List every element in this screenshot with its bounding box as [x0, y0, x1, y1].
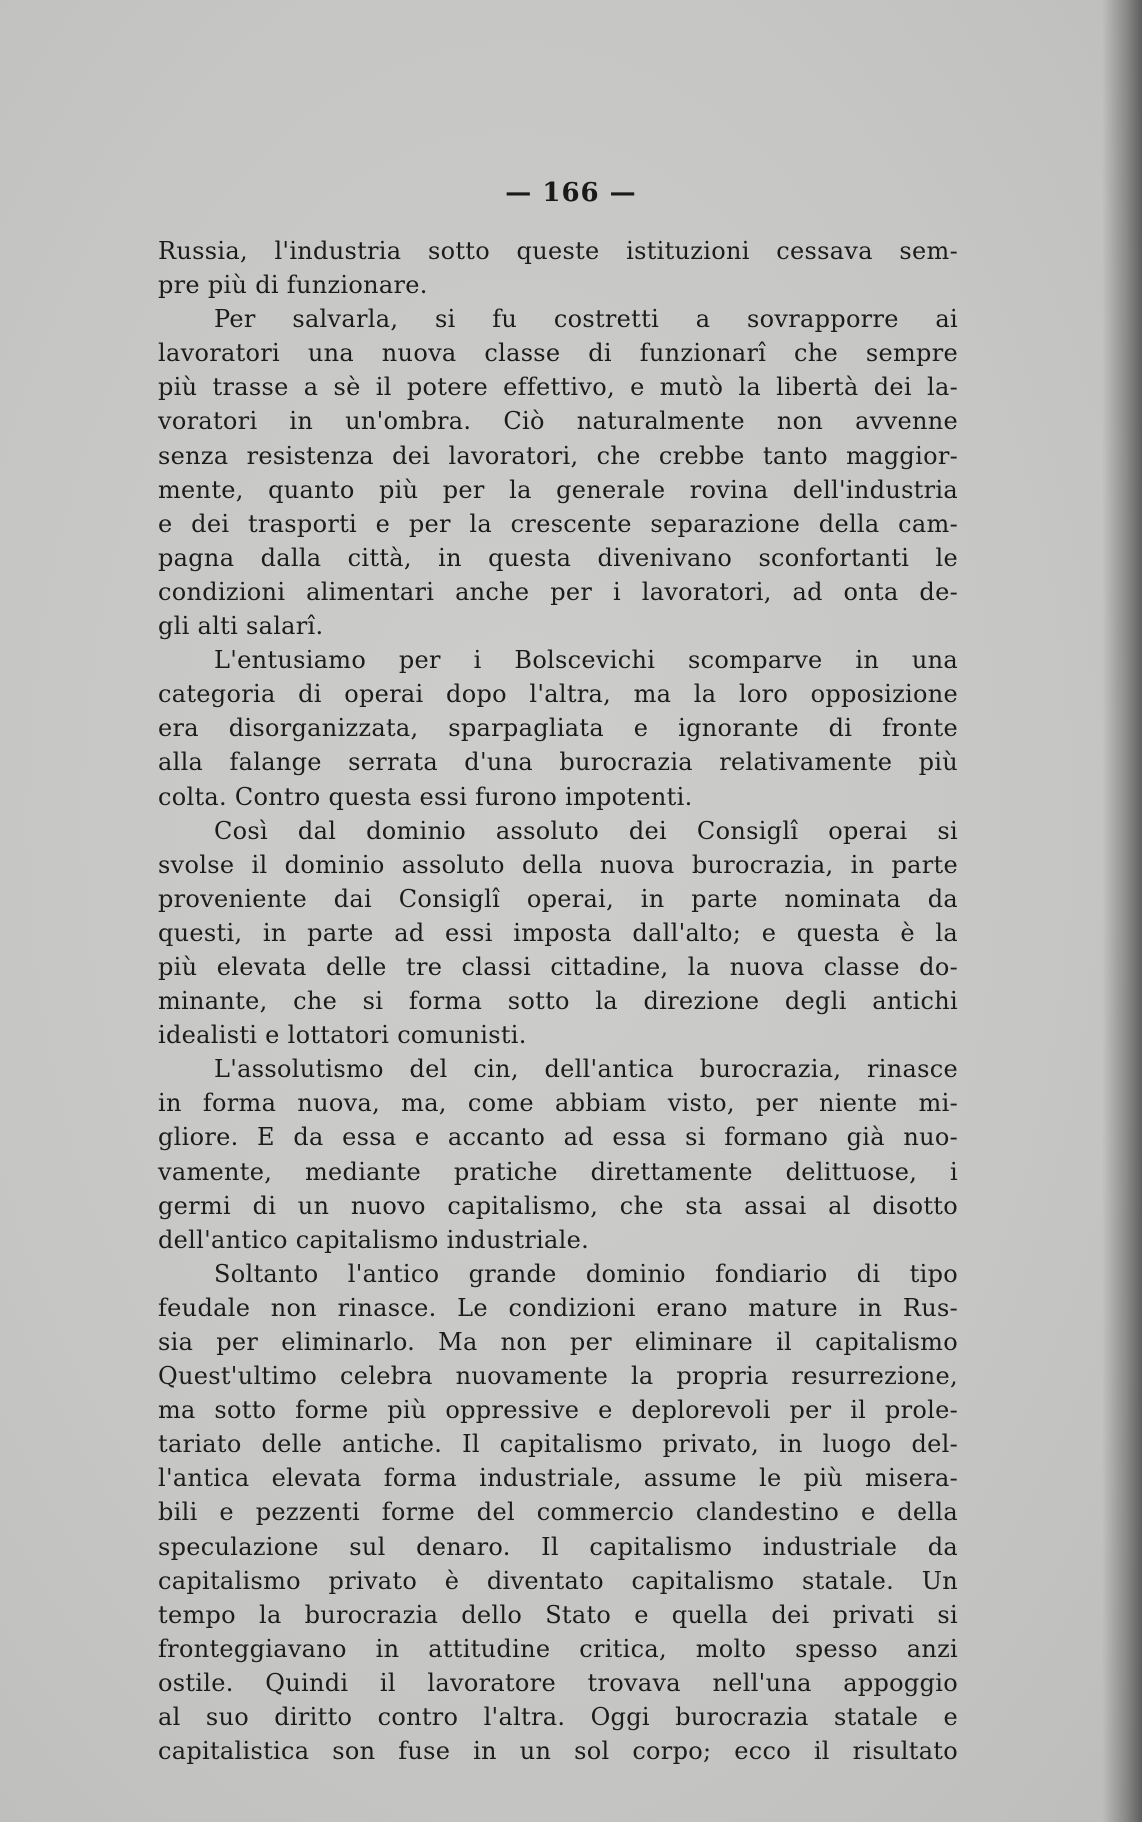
text-line: colta. Contro questa essi furono impotenti.: [158, 782, 693, 811]
text-line: e dei trasporti e per la crescente separazione della cam-: [158, 509, 958, 538]
text-line: era disorganizzata, sparpagliata e ignorante di fronte: [158, 714, 958, 743]
text-line: ostile. Quindi il lavoratore trovava nell'una appoggio: [158, 1668, 958, 1697]
text-line: più elevata delle tre classi cittadine, la nuova classe do-: [158, 952, 958, 981]
text-line: gliore. E da essa e accanto ad essa si formano già nuo-: [158, 1123, 958, 1152]
text-line: capitalistica son fuse in un sol corpo; ecco il risultato: [158, 1737, 958, 1766]
body-text: [158, 234, 958, 1768]
text-line: speculazione sul denaro. Il capitalismo industriale da: [158, 1532, 958, 1561]
text-line: alla falange serrata d'una burocrazia relativamente più: [158, 748, 958, 777]
text-line: lavoratori una nuova classe di funzionarî che sempre: [158, 339, 958, 368]
text-line: gli alti salarî.: [158, 612, 324, 641]
text-line: Così dal dominio assoluto dei Consiglî operai si: [214, 816, 958, 845]
text-line: ma sotto forme più oppressive e deplorevoli per il prole-: [158, 1396, 958, 1425]
text-line: mente, quanto più per la generale rovina dell'industria: [158, 475, 958, 504]
text-line: sia per eliminarlo. Ma non per eliminare il capitalismo: [158, 1328, 958, 1356]
text-line: l'antica elevata forma industriale, assume le più misera-: [158, 1464, 958, 1493]
text-line: Russia, l'industria sotto queste istituzioni cessava sem-: [158, 237, 958, 265]
text-line: Quest'ultimo celebra nuovamente la propria resurrezione,: [158, 1362, 958, 1391]
text-line: senza resistenza dei lavoratori, che crebbe tanto maggior-: [158, 441, 958, 470]
text-line: dell'antico capitalismo industriale.: [158, 1225, 590, 1254]
text-line: più trasse a sè il potere effettivo, e mutò la libertà dei la-: [158, 373, 958, 402]
text-line: al suo diritto contro l'altra. Oggi burocrazia statale e: [158, 1703, 958, 1732]
text-line: tariato delle antiche. Il capitalismo privato, in luogo del-: [158, 1430, 958, 1459]
text-line: pre più di funzionare.: [158, 271, 428, 300]
text-line: in forma nuova, ma, come abbiam visto, per niente mi-: [158, 1089, 958, 1118]
text-line: voratori in un'ombra. Ciò naturalmente non avvenne: [158, 407, 958, 436]
text-line: fronteggiavano in attitudine critica, molto spesso anzi: [158, 1634, 958, 1663]
text-line: condizioni alimentari anche per i lavoratori, ad onta de-: [158, 577, 958, 606]
text-line: pagna dalla città, in questa divenivano sconfortanti le: [158, 543, 958, 572]
text-line: feudale non rinasce. Le condizioni erano mature in Rus-: [158, 1293, 958, 1322]
text-line: minante, che si forma sotto la direzione degli antichi: [158, 987, 958, 1016]
page-number: — 166 —: [505, 178, 637, 208]
text-line: Soltanto l'antico grande dominio fondiario di tipo: [214, 1259, 958, 1288]
text-line: idealisti e lottatori comunisti.: [158, 1021, 527, 1050]
text-line: germi di un nuovo capitalismo, che sta assai al disotto: [158, 1191, 958, 1220]
text-line: categoria di operai dopo l'altra, ma la loro opposizione: [158, 680, 958, 709]
book-spine-shadow: [1102, 0, 1142, 1822]
text-line: capitalismo privato è diventato capitalismo statale. Un: [158, 1566, 958, 1595]
text-line: tempo la burocrazia dello Stato e quella dei privati si: [158, 1600, 958, 1629]
text-line: bili e pezzenti forme del commercio clandestino e della: [158, 1498, 958, 1527]
text-line: vamente, mediante pratiche direttamente delittuose, i: [158, 1157, 958, 1186]
text-line: questi, in parte ad essi imposta dall'alto; e questa è la: [158, 918, 958, 947]
text-line: Per salvarla, si fu costretti a sovrapporre ai: [214, 305, 958, 334]
text-line: proveniente dai Consiglî operai, in parte nominata da: [158, 884, 958, 913]
text-line: L'assolutismo del cin, dell'antica burocrazia, rinasce: [214, 1055, 958, 1084]
text-line: svolse il dominio assoluto della nuova burocrazia, in parte: [158, 850, 958, 879]
text-line: L'entusiamo per i Bolscevichi scomparve in una: [214, 646, 958, 675]
